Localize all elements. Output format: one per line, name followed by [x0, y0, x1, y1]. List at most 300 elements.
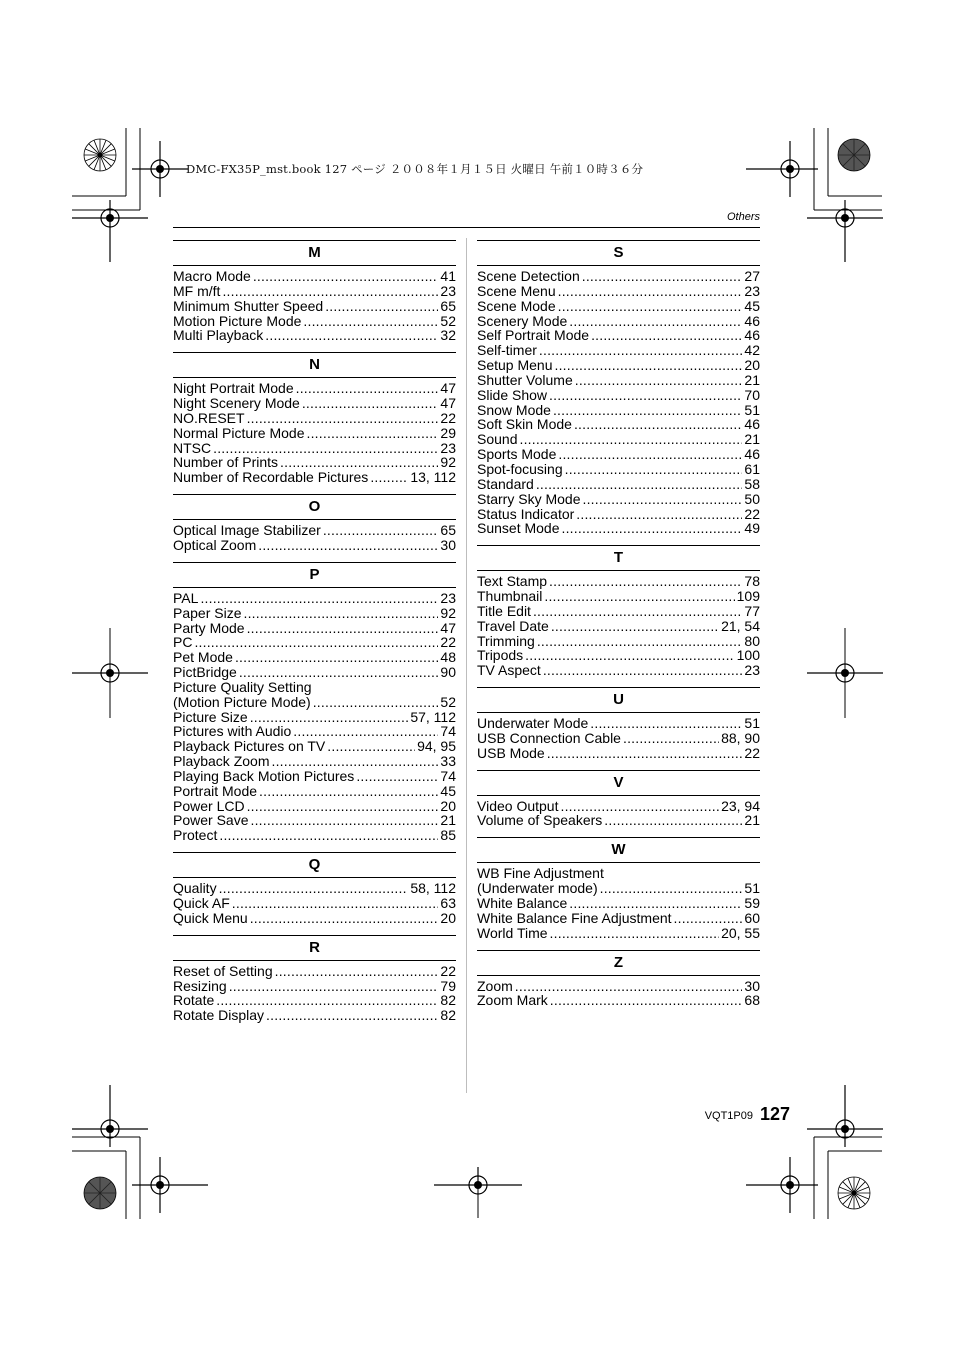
index-entry	[173, 606, 456, 621]
dot-leader	[296, 381, 439, 396]
index-term: Scene Detection	[477, 268, 580, 284]
index-entry	[173, 396, 456, 411]
index-entry	[173, 523, 456, 538]
dot-leader	[591, 328, 742, 343]
index-term: Number of Recordable Pictures	[173, 469, 369, 486]
dot-leader	[302, 396, 439, 411]
index-page-ref: 32	[440, 327, 456, 344]
dot-leader	[253, 269, 439, 284]
index-letter-heading: Q	[173, 852, 456, 878]
index-entry	[477, 866, 760, 881]
index-term: Spot-focusing	[477, 460, 563, 477]
dot-leader	[575, 373, 743, 388]
dot-leader	[550, 926, 720, 941]
index-page-ref: 74	[440, 767, 456, 784]
index-page-ref: 65	[440, 522, 456, 539]
index-page-ref: 33	[440, 753, 456, 770]
index-term: Power LCD	[173, 797, 245, 814]
dot-leader	[558, 299, 743, 314]
index-entry	[173, 896, 456, 911]
index-term: Setup Menu	[477, 357, 553, 374]
index-entry	[173, 441, 456, 456]
dot-leader	[219, 881, 409, 896]
dot-leader	[533, 604, 742, 619]
index-term: Picture Quality Setting	[173, 678, 312, 695]
index-letter-heading: S	[477, 240, 760, 266]
dot-leader	[356, 769, 438, 784]
index-term: Playback Zoom	[173, 753, 270, 770]
index-term: USB Connection Cable	[477, 729, 621, 746]
index-entry	[477, 634, 760, 649]
dot-leader	[259, 784, 438, 799]
index-term: Scene Menu	[477, 282, 556, 299]
index-entries	[173, 964, 456, 1023]
index-term: Playing Back Motion Pictures	[173, 767, 355, 784]
index-group-t	[477, 545, 760, 678]
index-page-ref: 21	[744, 431, 760, 448]
index-page-ref: 46	[744, 416, 760, 433]
index-letter-heading: U	[477, 687, 760, 713]
index-term: Resizing	[173, 977, 227, 994]
index-entry	[477, 979, 760, 994]
dot-leader	[600, 881, 743, 896]
dot-leader	[536, 477, 743, 492]
index-entry	[173, 739, 456, 754]
index-page-ref: 47	[440, 395, 456, 412]
index-term: Trimming	[477, 632, 535, 649]
index-term: TV Aspect	[477, 662, 541, 679]
index-page-ref: 52	[440, 693, 456, 710]
index-page-ref: 30	[440, 536, 456, 553]
index-entry	[173, 665, 456, 680]
index-page-ref: 22	[440, 409, 456, 426]
index-entry	[173, 426, 456, 441]
index-entry	[173, 964, 456, 979]
index-page-ref: 79	[440, 977, 456, 994]
index-page-ref: 41	[440, 268, 456, 284]
dot-leader	[258, 538, 438, 553]
index-term: Party Mode	[173, 619, 245, 636]
index-term: Standard	[477, 475, 534, 492]
index-page-ref: 49	[744, 520, 760, 537]
dot-leader	[370, 470, 408, 485]
dot-leader	[250, 813, 438, 828]
dot-leader	[250, 710, 409, 725]
index-page-ref: 42	[744, 342, 760, 359]
index-entry	[477, 619, 760, 634]
index-page-ref: 29	[440, 424, 456, 441]
index-entry	[173, 411, 456, 426]
index-entry	[173, 269, 456, 284]
index-page-ref: 21	[440, 812, 456, 829]
dot-leader	[590, 716, 742, 731]
index-term: White Balance	[477, 895, 568, 911]
index-page-ref: 68	[744, 992, 760, 1009]
index-term: Quick Menu	[173, 909, 248, 926]
index-entry	[477, 388, 760, 403]
index-entry	[173, 538, 456, 553]
dot-leader	[576, 507, 742, 522]
index-letter-heading: V	[477, 770, 760, 796]
dot-leader	[250, 911, 439, 926]
index-term: Tripods	[477, 647, 524, 664]
index-entry	[173, 881, 456, 896]
index-group-m	[173, 240, 456, 343]
dot-leader	[558, 284, 743, 299]
index-page-ref: 90	[440, 664, 456, 681]
index-page-ref: 78	[744, 573, 760, 590]
index-entry	[477, 881, 760, 896]
index-term: Sports Mode	[477, 446, 557, 463]
index-group-r	[173, 935, 456, 1023]
index-page-ref: 51	[744, 880, 760, 897]
index-entries	[173, 523, 456, 553]
index-page-ref: 23	[440, 589, 456, 606]
index-page-ref: 23, 94	[721, 797, 760, 814]
index-page-ref: 61	[744, 460, 760, 477]
dot-leader	[266, 1008, 438, 1023]
index-entry	[477, 314, 760, 329]
index-entry	[477, 507, 760, 522]
index-term: Power Save	[173, 812, 249, 829]
dot-leader	[194, 635, 438, 650]
index-term: Sound	[477, 431, 518, 448]
dot-leader	[562, 521, 743, 536]
index-page-ref: 20	[440, 909, 456, 926]
dot-leader	[515, 979, 743, 994]
index-letter-heading: R	[173, 935, 456, 961]
index-term: Text Stamp	[477, 573, 548, 590]
index-entry	[477, 993, 760, 1008]
index-page-ref: 47	[440, 380, 456, 397]
index-column-right	[477, 240, 760, 1017]
index-term: Optical Zoom	[173, 536, 257, 553]
index-entry	[173, 784, 456, 799]
index-page-ref: 46	[744, 327, 760, 344]
dot-leader	[582, 269, 743, 284]
index-page-ref: 109	[736, 588, 760, 605]
index-term: NTSC	[173, 439, 212, 456]
index-term: Protect	[173, 827, 218, 844]
index-term: Thumbnail	[477, 588, 543, 605]
index-page-ref: 20, 55	[721, 924, 760, 941]
index-term: Status Indicator	[477, 505, 575, 522]
index-letter-heading: N	[173, 352, 456, 378]
dot-leader	[247, 799, 439, 814]
index-term: Normal Picture Mode	[173, 424, 305, 441]
index-page-ref: 23	[744, 662, 760, 679]
index-term: PC	[173, 634, 193, 651]
index-entry	[173, 455, 456, 470]
index-entry	[173, 284, 456, 299]
index-group-s	[477, 240, 760, 536]
index-entry	[477, 648, 760, 663]
index-entry	[477, 328, 760, 343]
dot-leader	[549, 574, 742, 589]
index-term: White Balance Fine Adjustment	[477, 909, 672, 926]
index-page-ref: 20	[744, 357, 760, 374]
dot-leader	[574, 417, 742, 432]
index-term: Snow Mode	[477, 401, 551, 418]
index-entry	[477, 663, 760, 678]
dot-leader	[565, 462, 743, 477]
index-entries	[477, 979, 760, 1009]
index-page-ref: 22	[744, 505, 760, 522]
index-group-w	[477, 837, 760, 940]
index-term: Zoom Mark	[477, 992, 548, 1009]
index-entry	[477, 269, 760, 284]
index-term: Paper Size	[173, 604, 242, 621]
index-term: Multi Playback	[173, 327, 264, 344]
print-header: DMC-FX35P_mst.book 127 ページ ２００８年１月１５日 火曜日 午前１０時３６分	[186, 162, 644, 176]
index-entry	[477, 716, 760, 731]
dot-leader	[323, 523, 439, 538]
index-entry	[477, 813, 760, 828]
index-term: Macro Mode	[173, 268, 251, 284]
index-term: Self-timer	[477, 342, 537, 359]
index-term: NO.RESET	[173, 409, 245, 426]
index-group-q	[173, 852, 456, 926]
index-page-ref: 51	[744, 401, 760, 418]
index-entry	[173, 299, 456, 314]
index-term: Night Portrait Mode	[173, 380, 294, 397]
index-page-ref: 22	[440, 962, 456, 979]
index-entry	[173, 710, 456, 725]
index-entry	[477, 604, 760, 619]
index-page-ref: 52	[440, 312, 456, 329]
index-term: Quality	[173, 880, 217, 897]
index-term: Minimum Shutter Speed	[173, 297, 324, 314]
index-term: Video Output	[477, 797, 559, 814]
index-page-ref: 88, 90	[721, 729, 760, 746]
index-term: Optical Image Stabilizer	[173, 522, 321, 539]
index-entry	[173, 769, 456, 784]
dot-leader	[213, 441, 438, 456]
index-term: Slide Show	[477, 386, 548, 403]
index-entry	[477, 574, 760, 589]
index-term: (Underwater mode)	[477, 880, 598, 897]
index-page-ref: 77	[744, 602, 760, 619]
index-term: World Time	[477, 924, 548, 941]
dot-leader	[569, 314, 742, 329]
index-group-u	[477, 687, 760, 761]
index-entries	[173, 381, 456, 485]
index-group-n	[173, 352, 456, 485]
dot-leader	[219, 828, 438, 843]
dot-leader	[549, 388, 742, 403]
index-page-ref: 50	[744, 490, 760, 507]
dot-leader	[293, 724, 438, 739]
index-term: Rotate Display	[173, 1007, 265, 1024]
index-entry	[477, 403, 760, 418]
index-page-ref: 22	[744, 744, 760, 761]
index-term: Night Scenery Mode	[173, 395, 300, 412]
index-entries	[173, 881, 456, 926]
dot-leader	[550, 993, 743, 1008]
index-term: Reset of Setting	[173, 962, 273, 979]
index-term: PAL	[173, 589, 199, 606]
index-entries	[173, 269, 456, 343]
index-page-ref: 46	[744, 446, 760, 463]
index-entry	[173, 314, 456, 329]
index-term: Zoom	[477, 977, 513, 994]
index-entry	[477, 284, 760, 299]
index-page-ref: 45	[440, 782, 456, 799]
dot-leader	[235, 650, 438, 665]
index-term: Shutter Volume	[477, 371, 573, 388]
index-column-left	[173, 240, 456, 1032]
index-entry	[173, 328, 456, 343]
index-entry	[173, 813, 456, 828]
index-page-ref: 92	[440, 604, 456, 621]
index-page-ref: 21	[744, 812, 760, 829]
index-letter-heading: P	[173, 562, 456, 588]
index-term: Title Edit	[477, 602, 531, 619]
index-term: Quick AF	[173, 895, 230, 911]
dot-leader	[525, 648, 734, 663]
index-page-ref: 74	[440, 723, 456, 740]
index-entry	[173, 650, 456, 665]
dot-leader	[222, 284, 438, 299]
index-entry	[477, 432, 760, 447]
index-entry	[173, 470, 456, 485]
dot-leader	[307, 426, 439, 441]
dot-leader	[325, 299, 438, 314]
dot-leader	[519, 432, 742, 447]
index-entry	[477, 492, 760, 507]
index-page-ref: 65	[440, 297, 456, 314]
index-term: Soft Skin Mode	[477, 416, 572, 433]
index-entry	[477, 417, 760, 432]
dot-leader	[558, 447, 742, 462]
index-page-ref: 46	[744, 312, 760, 329]
index-page-ref: 100	[736, 647, 760, 664]
page-number: 127	[759, 1104, 790, 1124]
index-letter-heading: W	[477, 837, 760, 863]
dot-leader	[560, 799, 719, 814]
section-label: Others	[726, 211, 760, 223]
index-entry	[173, 1008, 456, 1023]
dot-leader	[280, 455, 438, 470]
index-page-ref: 20	[440, 797, 456, 814]
index-entry	[173, 591, 456, 606]
index-entry	[477, 911, 760, 926]
index-entry	[477, 477, 760, 492]
dot-leader	[200, 591, 438, 606]
index-term: Number of Prints	[173, 454, 279, 471]
index-term: Scenery Mode	[477, 312, 568, 329]
index-page-ref: 58	[744, 475, 760, 492]
index-entry	[173, 635, 456, 650]
dot-leader	[551, 619, 719, 634]
index-group-p	[173, 562, 456, 843]
index-entry	[173, 993, 456, 1008]
dot-leader	[604, 813, 742, 828]
index-entry	[477, 799, 760, 814]
dot-leader	[216, 993, 438, 1008]
dot-leader	[569, 896, 742, 911]
index-entry	[477, 299, 760, 314]
dot-leader	[544, 589, 734, 604]
index-page-ref: 85	[440, 827, 456, 844]
index-entries	[477, 716, 760, 761]
index-term: PictBridge	[173, 664, 237, 681]
index-entry	[173, 381, 456, 396]
index-entry	[477, 589, 760, 604]
index-entry	[477, 926, 760, 941]
dot-leader	[623, 731, 719, 746]
index-page-ref: 94, 95	[417, 738, 456, 755]
index-entry	[477, 373, 760, 388]
index-entry	[173, 799, 456, 814]
index-entries	[173, 591, 456, 843]
dot-leader	[232, 896, 439, 911]
index-entry	[477, 462, 760, 477]
index-page-ref: 58, 112	[410, 880, 456, 897]
index-entry	[477, 731, 760, 746]
index-page-ref: 48	[440, 649, 456, 666]
index-entry	[173, 680, 456, 695]
index-page-ref: 23	[744, 282, 760, 299]
header-rule	[173, 227, 760, 228]
dot-leader	[543, 663, 743, 678]
index-page-ref: 47	[440, 619, 456, 636]
index-group-o	[173, 494, 456, 553]
index-page-ref: 21, 54	[721, 617, 760, 634]
dot-leader	[243, 606, 438, 621]
index-entry	[173, 724, 456, 739]
index-term: USB Mode	[477, 744, 545, 761]
index-page-ref: 59	[744, 895, 760, 911]
dot-leader	[539, 343, 743, 358]
index-term: Motion Picture Mode	[173, 312, 302, 329]
dot-leader	[313, 695, 439, 710]
index-entry	[173, 621, 456, 636]
dot-leader	[327, 739, 415, 754]
index-page-ref: 27	[744, 268, 760, 284]
dot-leader	[674, 911, 743, 926]
index-page-ref: 70	[744, 386, 760, 403]
dot-leader	[271, 754, 438, 769]
index-term: Sunset Mode	[477, 520, 560, 537]
index-page-ref: 13, 112	[410, 469, 456, 486]
index-group-v	[477, 770, 760, 829]
index-term: (Motion Picture Mode)	[173, 693, 311, 710]
index-term: Starry Sky Mode	[477, 490, 581, 507]
index-entry	[477, 896, 760, 911]
index-term: Picture Size	[173, 708, 248, 725]
index-group-z	[477, 950, 760, 1009]
index-term: Travel Date	[477, 617, 549, 634]
dot-leader	[555, 358, 743, 373]
index-page-ref: 45	[744, 297, 760, 314]
dot-leader	[229, 979, 439, 994]
dot-leader	[247, 621, 439, 636]
index-entry	[173, 979, 456, 994]
index-page-ref: 57, 112	[410, 708, 456, 725]
index-letter-heading: M	[173, 240, 456, 266]
dot-leader	[275, 964, 439, 979]
index-letter-heading: O	[173, 494, 456, 520]
index-page-ref: 51	[744, 715, 760, 732]
index-page-ref: 63	[440, 895, 456, 911]
index-page-ref: 22	[440, 634, 456, 651]
dot-leader	[553, 403, 742, 418]
index-entries	[477, 799, 760, 829]
index-entry	[173, 695, 456, 710]
index-term: Scene Mode	[477, 297, 556, 314]
index-term: Pet Mode	[173, 649, 233, 666]
